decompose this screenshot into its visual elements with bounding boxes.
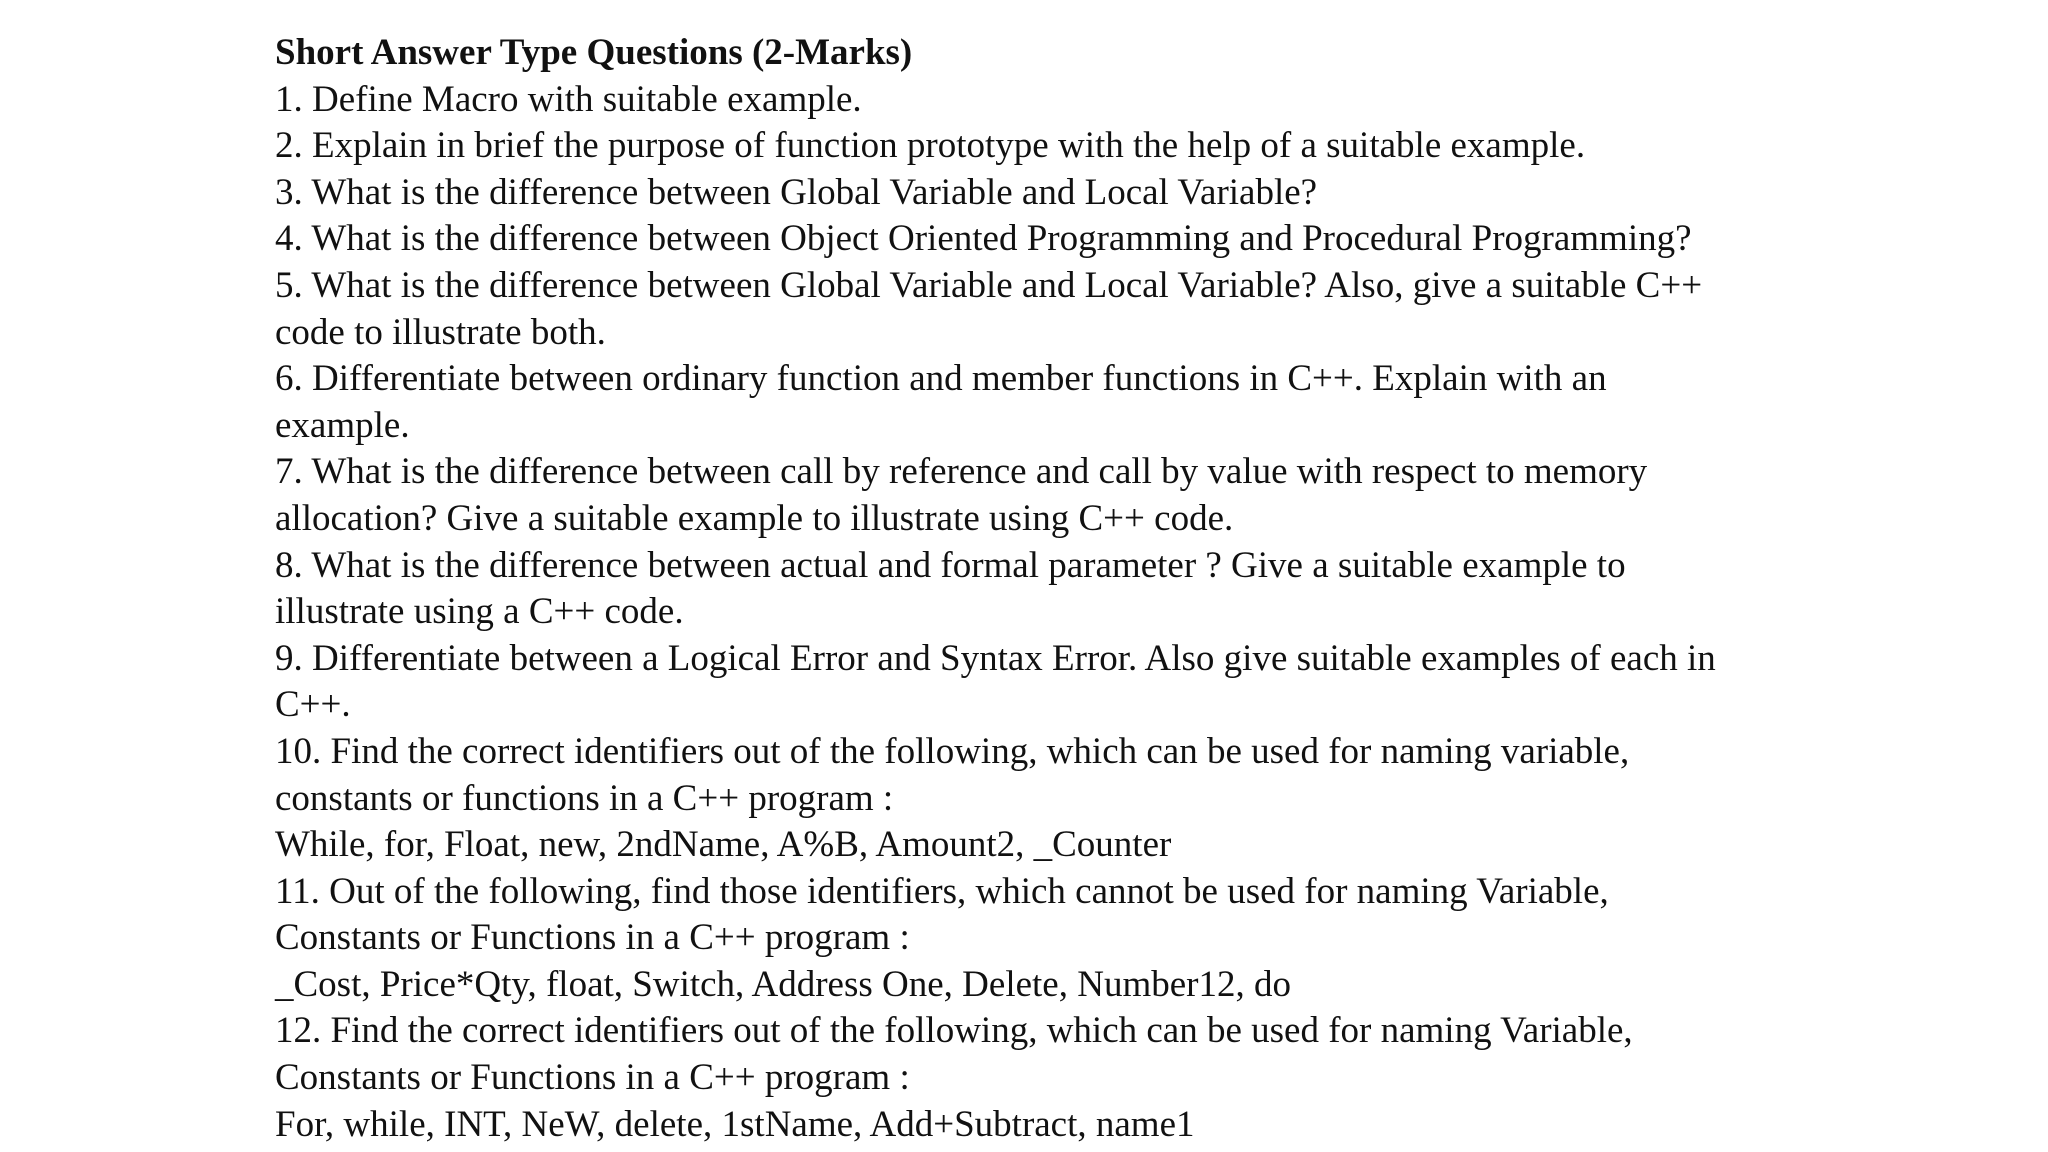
question-11: 11. Out of the following, find those identifiers, which cannot be used for naming Variable, <box>275 870 1609 912</box>
question-7: 7. What is the difference between call by reference and call by value with respect to memory <box>275 451 1648 493</box>
question-9-continued: C++. <box>275 684 351 726</box>
question-12-identifiers: For, while, INT, NeW, delete, 1stName, Add+Subtract, name1 <box>275 1103 1195 1145</box>
question-6-continued: example. <box>275 404 410 446</box>
question-10-identifiers: While, for, Float, new, 2ndName, A%B, Amount2, _Counter <box>275 824 1172 866</box>
question-11-continued: Constants or Functions in a C++ program : <box>275 917 910 959</box>
question-4: 4. What is the difference between Object Oriented Programming and Procedural Programming? <box>275 218 1692 260</box>
section-title: Short Answer Type Questions (2-Marks) <box>275 32 913 73</box>
question-10: 10. Find the correct identifiers out of the following, which can be used for naming variable, <box>275 730 1630 772</box>
question-6: 6. Differentiate between ordinary function and member functions in C++. Explain with an <box>275 358 1607 400</box>
question-document <box>275 30 1815 1148</box>
question-9: 9. Differentiate between a Logical Error and Syntax Error. Also give suitable examples of each in <box>275 637 1716 679</box>
question-1: 1. Define Macro with suitable example. <box>275 78 862 120</box>
question-5-continued: code to illustrate both. <box>275 311 606 353</box>
question-12-continued: Constants or Functions in a C++ program : <box>275 1057 910 1099</box>
question-7-continued: allocation? Give a suitable example to illustrate using C++ code. <box>275 497 1234 539</box>
question-11-identifiers: _Cost, Price*Qty, float, Switch, Address One, Delete, Number12, do <box>275 963 1291 1005</box>
question-2: 2. Explain in brief the purpose of function prototype with the help of a suitable example. <box>275 125 1586 167</box>
question-12: 12. Find the correct identifiers out of the following, which can be used for naming Variable, <box>275 1010 1633 1052</box>
question-8: 8. What is the difference between actual and formal parameter ? Give a suitable example to <box>275 544 1626 586</box>
question-10-continued: constants or functions in a C++ program : <box>275 777 894 819</box>
question-5: 5. What is the difference between Global Variable and Local Variable? Also, give a suitable C++ <box>275 264 1703 306</box>
question-8-continued: illustrate using a C++ code. <box>275 591 684 633</box>
question-3: 3. What is the difference between Global Variable and Local Variable? <box>275 171 1318 213</box>
